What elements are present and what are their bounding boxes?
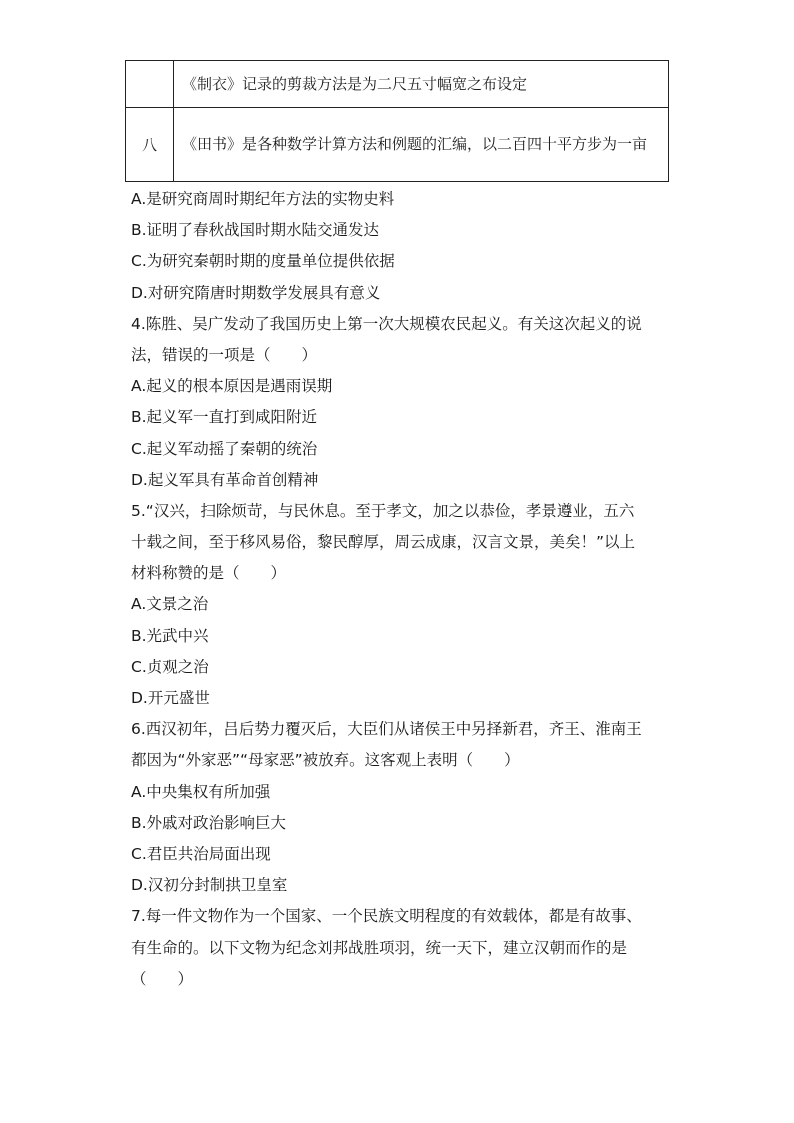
question-stem: 材料称赞的是（ ） [131,564,287,583]
option-b: B.外戚对政治影响巨大 [131,813,287,832]
question-stem: 十载之间，至于移风易俗，黎民醇厚，周云成康，汉言文景，美矣！”以上 [131,533,636,552]
question-stem: 有生命的。以下文物为纪念刘邦战胜项羽，统一天下，建立汉朝而作的是 [131,938,628,957]
option-d: D.开元盛世 [131,689,210,707]
question-stem: 都因为“外家恶”“母家恶”被放弃。这客观上表明（ ） [131,751,520,770]
question-stem: （ ） [131,969,194,988]
question-3-options [131,184,671,309]
question-stem: 4.陈胜、吴广发动了我国历史上第一次大规模农民起义。有关这次起义的说 [131,314,642,333]
question-stem: 5.“汉兴，扫除烦苛，与民休息。至于孝文，加之以恭俭，孝景遵业，五六 [131,501,635,520]
table-cell-text: 《制衣》记录的剪裁方法是为二尺五寸幅宽之布设定 [174,61,669,108]
table-row [126,108,669,182]
option-d: D.汉初分封制拱卫皇室 [131,876,288,895]
question-stem: 6.西汉初年，吕后势力覆灭后，大臣们从诸侯王中另择新君，齐王、淮南王 [131,720,642,739]
table-cell-number: 八 [126,108,174,182]
question-stem: 法，错误的一项是（ ） [131,345,318,364]
question-5 [131,496,671,714]
option-c: C.贞观之治 [131,657,209,676]
question-6 [131,714,671,901]
question-content [131,184,671,995]
option-a: A.起义的根本原因是遇雨误期 [131,377,333,396]
option-c: C.起义军动摇了秦朝的统治 [131,439,318,458]
question-7 [131,901,671,995]
artifact-table [125,60,669,182]
option-a: A.中央集权有所加强 [131,782,271,801]
option-b: B.起义军一直打到咸阳附近 [131,408,318,427]
option-b: B.证明了春秋战国时期水陆交通发达 [131,221,380,240]
option-a: A.文景之治 [131,595,209,614]
option-c: C.君臣共治局面出现 [131,844,271,863]
option-c: C.为研究秦朝时期的度量单位提供依据 [131,252,395,271]
option-b: B.光武中兴 [131,626,209,645]
option-d: D.对研究隋唐时期数学发展具有意义 [131,283,381,302]
question-stem: 7.每一件文物作为一个国家、一个民族文明程度的有效载体，都是有故事、 [131,907,642,926]
question-4 [131,309,671,496]
table-row [126,61,669,108]
table-cell-number [126,61,174,108]
option-a: A.是研究商周时期纪年方法的实物史料 [131,190,395,208]
table-cell-text: 《田书》是各种数学计算方法和例题的汇编，以二百四十平方步为一亩 [174,108,669,182]
option-d: D.起义军具有革命首创精神 [131,470,319,489]
